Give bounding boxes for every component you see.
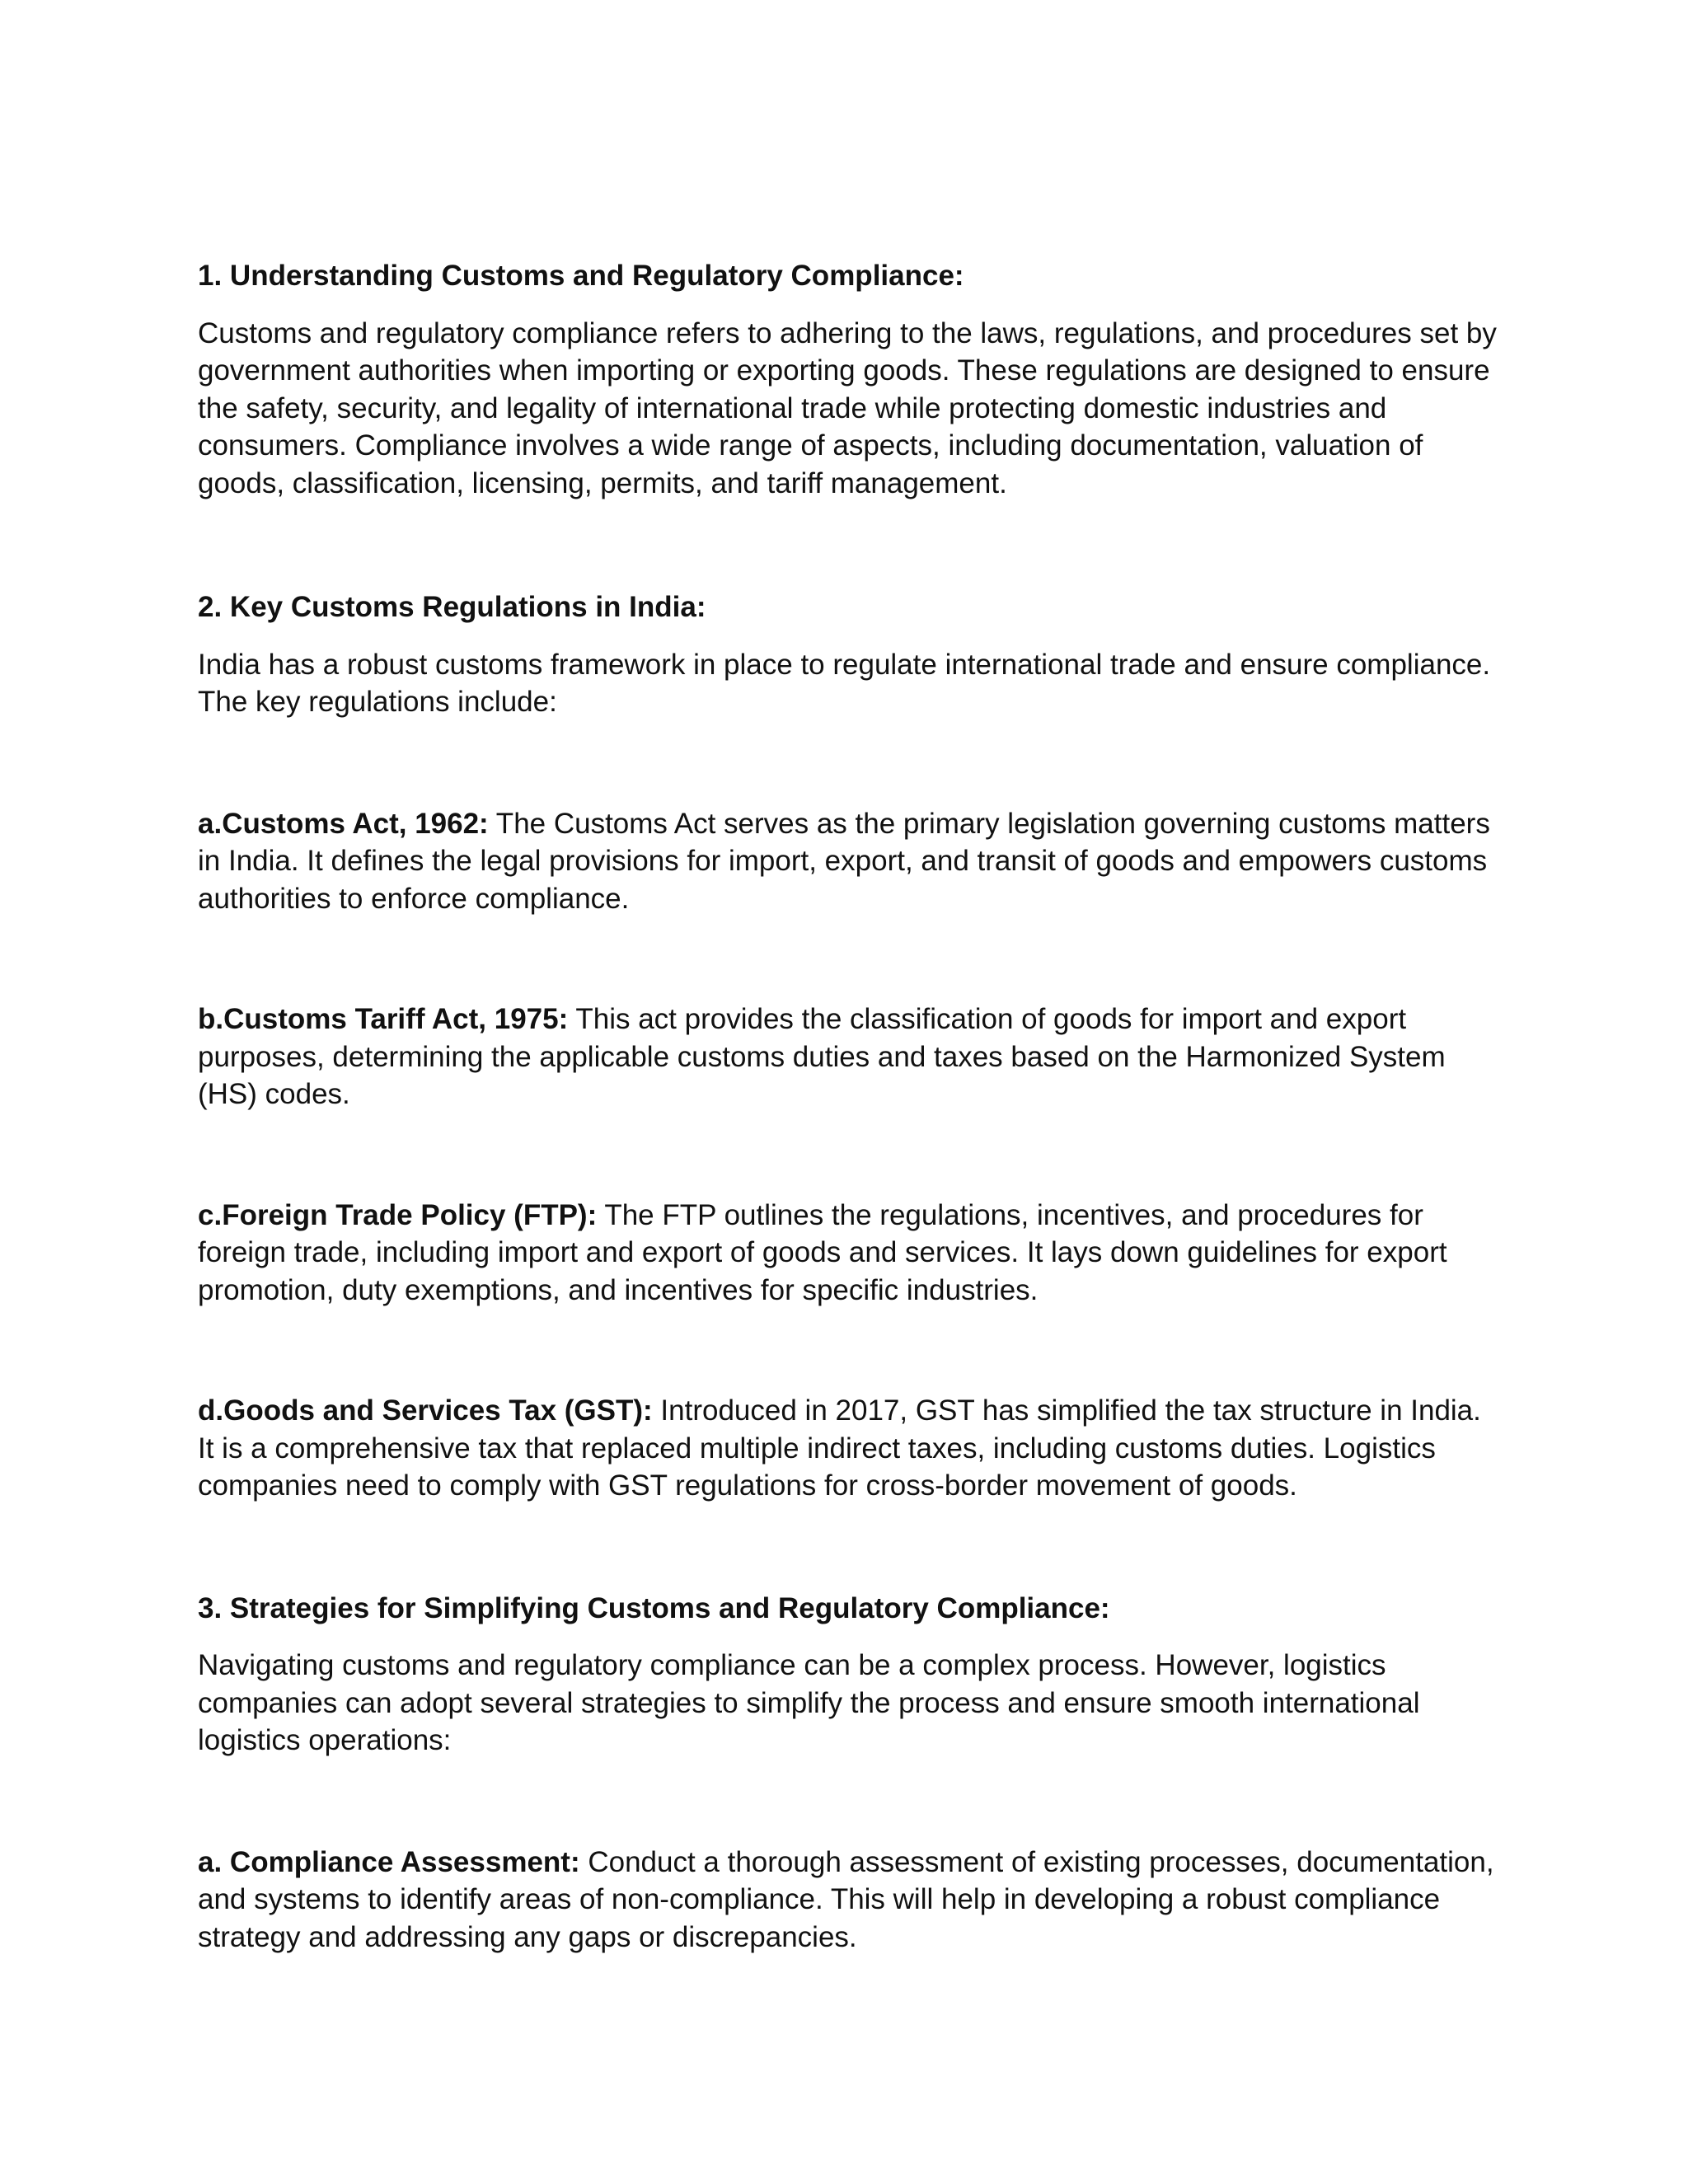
regulation-text: Introduced in 2017, GST has simplified the tax structure in India. It is a comprehensive tax that replaced multiple indirect taxes, including customs duties. Logistics companies need to comply with GST regulations for cross-border movement of goods. xyxy=(198,1394,1481,1502)
regulation-text: The Customs Act serves as the primary legislation governing customs matters in India. It defines the legal provisions for import, export, and transit of goods and empowers customs authorities to enforce compliance. xyxy=(198,807,1490,915)
regulation-term: b.Customs Tariff Act, 1975: xyxy=(198,1003,569,1035)
section-heading: 3. Strategies for Simplifying Customs and Regulatory Compliance: xyxy=(198,1591,1110,1624)
section-key-regulations xyxy=(198,588,1500,1505)
section-paragraph: India has a robust customs framework in place to regulate international trade and ensure compliance. The key regulations include: xyxy=(198,648,1491,718)
strategy-text: Conduct a thorough assessment of existing processes, documentation, and systems to identify areas of non-compliance. This will help in developing a robust compliance strategy and addressing any gaps or discrepancies. xyxy=(198,1845,1494,1953)
strategy-term: a. Compliance Assessment: xyxy=(198,1845,580,1878)
section-heading: 2. Key Customs Regulations in India: xyxy=(198,591,706,623)
section-understanding-compliance xyxy=(198,257,1500,502)
regulation-term: a.Customs Act, 1962: xyxy=(198,807,489,840)
regulation-item-customs-tariff-act xyxy=(198,1001,1500,1113)
regulation-item-foreign-trade-policy xyxy=(198,1197,1500,1310)
regulation-item-customs-act xyxy=(198,805,1500,918)
regulation-item-gst xyxy=(198,1392,1500,1505)
section-paragraph: Customs and regulatory compliance refers to adhering to the laws, regulations, and procedures set by government authorities when importing or exporting goods. These regulations are designed to ensure the safety, security, and legality of international trade while protecting domestic industries and consumers. Compliance involves a wide range of aspects, including documentation, valuation of goods, classification, licensing, permits, and tariff management. xyxy=(198,316,1497,499)
regulation-text: The FTP outlines the regulations, incentives, and procedures for foreign trade, including import and export of goods and services. It lays down guidelines for export promotion, duty exemptions, and incentives for specific industries. xyxy=(198,1198,1447,1306)
regulation-term: c.Foreign Trade Policy (FTP): xyxy=(198,1198,598,1231)
regulation-term: d.Goods and Services Tax (GST): xyxy=(198,1394,653,1427)
regulation-text: This act provides the classification of goods for import and export purposes, determining the applicable customs duties and taxes based on the Harmonized System (HS) codes. xyxy=(198,1003,1446,1110)
section-paragraph: Navigating customs and regulatory compliance can be a complex process. However, logistics companies can adopt several strategies to simplify the process and ensure smooth international logistics operations: xyxy=(198,1649,1420,1756)
section-strategies xyxy=(198,1590,1500,1957)
strategy-item-compliance-assessment xyxy=(198,1844,1500,1957)
section-heading: 1. Understanding Customs and Regulatory Compliance: xyxy=(198,260,964,292)
document-page xyxy=(198,257,1500,1956)
